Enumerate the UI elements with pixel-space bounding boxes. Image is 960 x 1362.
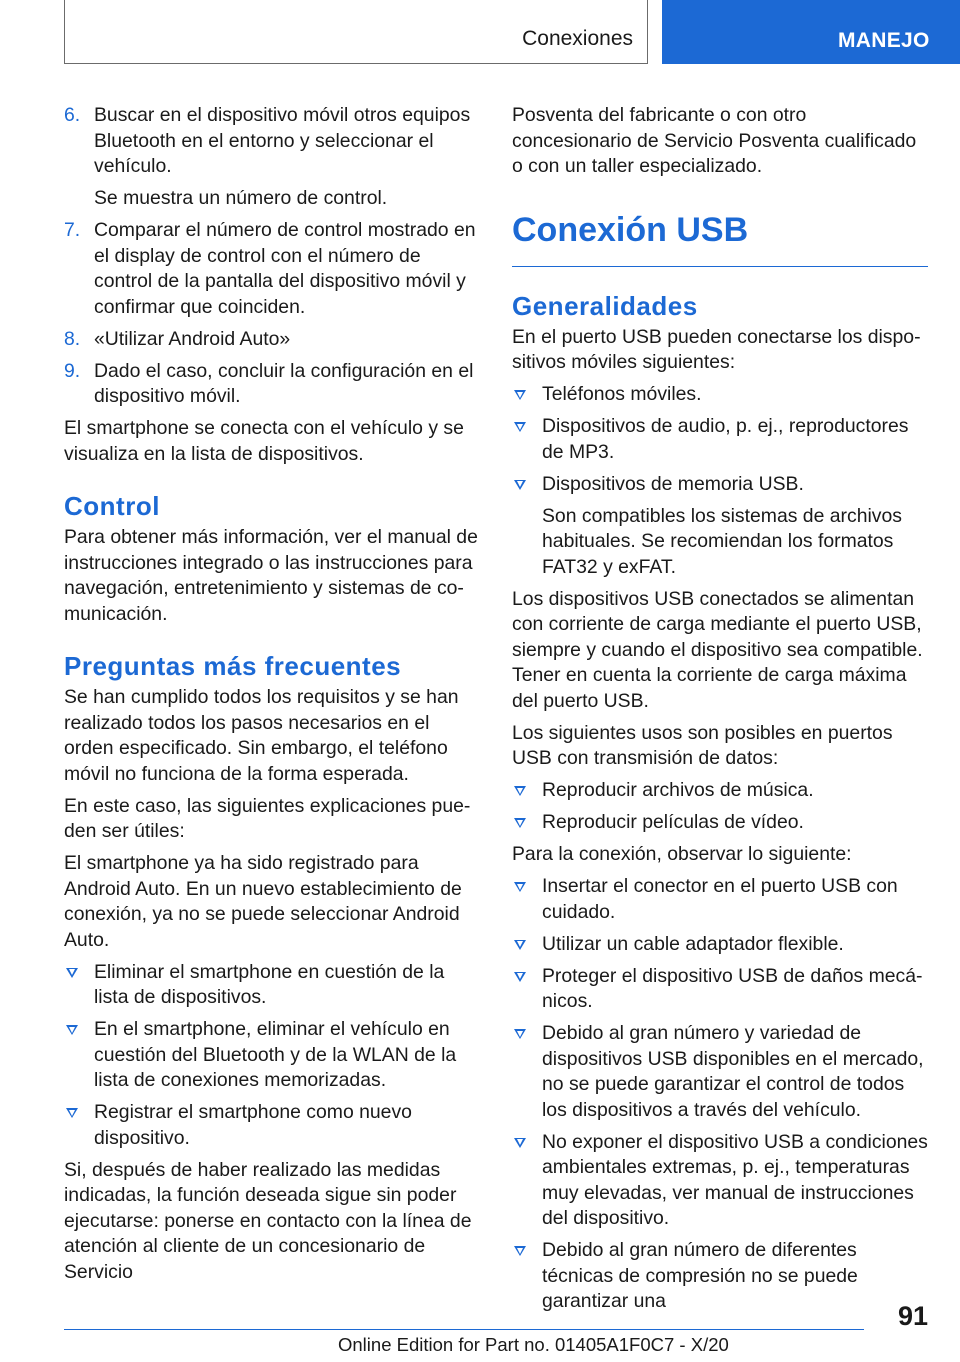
heading-faq: Preguntas más frecuentes: [64, 651, 402, 681]
list-item-text: Eliminar el smartphone en cuestión de la lista de dispositivos.: [94, 960, 445, 1008]
step-text: «Utilizar Android Auto»: [94, 327, 291, 350]
triangle-bullet-icon: [514, 1246, 526, 1256]
list-item-text: Reproducir archivos de música.: [542, 779, 814, 801]
list-item: [64, 1017, 480, 1094]
list-item: [512, 1238, 928, 1315]
triangle-bullet-icon: [514, 818, 526, 828]
triangle-bullet-icon: [514, 1029, 526, 1039]
step-number: 6.: [64, 104, 81, 126]
paragraph-general-intro: En el puerto USB pueden conectarse los dispositivos móviles siguientes:: [512, 325, 921, 373]
header-section-title: Conexiones: [522, 27, 633, 50]
paragraph-control: Para obtener más información, ver el manual de instrucciones integrado o las instrucciones para navegación, entretenimiento y sistemas de comunicación.: [64, 526, 478, 625]
left-column: [64, 103, 480, 1292]
paragraph-faq-3: El smartphone ya ha sido registrado para Android Auto. En un nuevo establecimiento de conexión, ya no se puede seleccionar Android Auto.: [64, 852, 462, 951]
triangle-bullet-icon: [514, 940, 526, 950]
step-item: [64, 359, 480, 410]
page-number: 91: [897, 1301, 928, 1331]
list-item-text: Teléfonos móviles.: [542, 383, 702, 405]
list-item: [64, 1100, 480, 1151]
step-text: Dado el caso, concluir la configuración en el dispositivo móvil.: [94, 359, 474, 407]
step-number: 8.: [64, 327, 81, 350]
paragraph-power: Los dispositivos USB conectados se alimentan con corriente de carga mediante el puerto USB, siempre y cuando el dispositivo sea compatible. Tener en cuenta la corriente de carga máxima del puerto USB.: [512, 587, 923, 712]
triangle-bullet-icon: [66, 1108, 78, 1118]
list-item: [512, 810, 928, 836]
list-item-text: Reproducir películas de vídeo.: [542, 811, 804, 833]
list-item: [512, 414, 928, 465]
step-number: 7.: [64, 219, 81, 241]
list-item-text: Insertar el conector en el puerto USB con cuidado.: [542, 875, 898, 923]
list-item: [512, 1130, 928, 1232]
header-chapter-tab: MANEJO: [662, 0, 960, 64]
triangle-bullet-icon: [514, 882, 526, 892]
triangle-bullet-icon: [514, 972, 526, 982]
footer-divider: [64, 1329, 864, 1330]
paragraph-continued: Posventa del fabricante o con otro concesionario de Servicio Posventa cualificado o con un taller especializado.: [512, 104, 917, 177]
paragraph-observe: Para la conexión, observar lo siguiente:: [512, 843, 852, 865]
list-item-text: Proteger el dispositivo USB de daños mecánicos.: [542, 964, 923, 1012]
footer-edition: Online Edition for Part no. 01405A1F0C7 - X/20: [338, 1334, 729, 1355]
triangle-bullet-icon: [514, 1138, 526, 1148]
step-item: [64, 218, 480, 320]
step-number: 9.: [64, 359, 81, 382]
list-item: [64, 960, 480, 1011]
list-item-text: No exponer el dispositivo USB a condiciones ambientales extremas, p. ej., temperaturas muy elevadas, ver manual de instrucciones del dispositivo.: [542, 1130, 928, 1229]
list-item-text: Utilizar un cable adaptador flexible.: [542, 932, 844, 955]
paragraph-uses: Los siguientes usos son posibles en puertos USB con transmisión de datos:: [512, 721, 893, 769]
heading-control: Control: [64, 491, 160, 521]
triangle-bullet-icon: [514, 480, 526, 490]
triangle-bullet-icon: [514, 786, 526, 796]
header-section-box: [64, 0, 648, 64]
list-item: [512, 382, 928, 408]
list-item-subtext: Son compatibles los sistemas de archivos habituales. Se recomiendan los formatos FAT32 y exFAT.: [542, 504, 902, 578]
step-subtext: Se muestra un número de control.: [94, 187, 388, 209]
paragraph-faq-4: Si, después de haber realizado las medidas indicadas, la función deseada sigue sin poder ejecutarse: ponerse en contacto con la línea de atención al cliente de un concesionario de Servicio: [64, 1158, 472, 1283]
list-item-text: Debido al gran número y variedad de dispositivos USB disponibles en el mercado, no se puede garantizar el control de todos los dispositivos a través del vehículo.: [542, 1022, 924, 1121]
heading-general: Generalidades: [512, 290, 698, 321]
section-title-usb: Conexión USB: [512, 210, 928, 267]
list-item-text: Dispositivos de audio, p. ej., reproductores de MP3.: [542, 415, 909, 463]
triangle-bullet-icon: [514, 390, 526, 400]
step-text: Buscar en el dispositivo móvil otros equipos Bluetooth en el entorno y seleccionar el vehículo.: [94, 104, 471, 177]
step-text: Comparar el número de control mostrado en el display de control con el número de control de la pantalla del dispositivo móvil y confirmar que coinciden.: [94, 219, 476, 318]
list-item-text: Dispositivos de memoria USB.: [542, 472, 804, 495]
list-item-text: En el smartphone, eliminar el vehículo en cuestión del Bluetooth y de la WLAN de la lista de conexiones memorizadas.: [94, 1018, 457, 1091]
triangle-bullet-icon: [66, 968, 78, 978]
list-item: [512, 472, 928, 581]
paragraph-after-steps: El smartphone se conecta con el vehículo y se visualiza en la lista de dispositivos.: [64, 417, 464, 465]
paragraph-faq-2: En este caso, las siguientes explicaciones pueden ser útiles:: [64, 794, 471, 842]
list-item: [512, 932, 928, 958]
step-item: [64, 327, 480, 353]
triangle-bullet-icon: [66, 1025, 78, 1035]
step-item: [64, 103, 480, 212]
list-item: [512, 874, 928, 925]
list-item: [512, 964, 928, 1015]
list-item-text: Registrar el smartphone como nuevo dispositivo.: [94, 1101, 412, 1149]
right-column: [512, 103, 928, 1321]
list-item: [512, 1021, 928, 1123]
list-item-text: Debido al gran número de diferentes técnicas de compresión no se puede garantizar una: [542, 1239, 858, 1312]
triangle-bullet-icon: [514, 422, 526, 432]
paragraph-faq-1: Se han cumplido todos los requisitos y se han realizado todos los pasos necesarios en el orden especificado. Sin embargo, el teléfono móvil no funciona de la forma esperada.: [64, 686, 459, 785]
list-item: [512, 778, 928, 804]
